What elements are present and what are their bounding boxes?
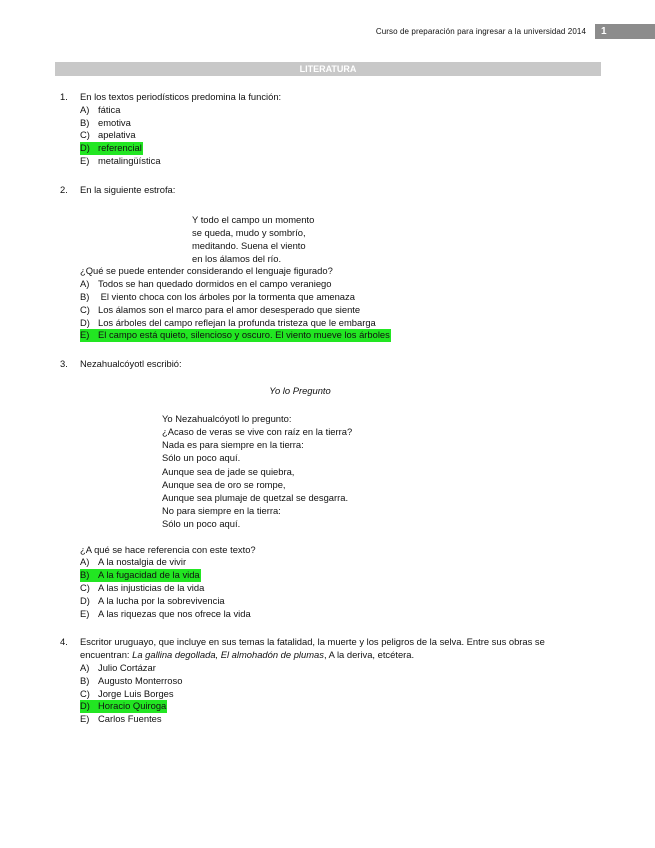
option-e: E) A las riquezas que nos ofrece la vida [80,607,251,619]
question-prompt: ¿Qué se puede entender considerando el lenguaje figurado? [80,265,333,277]
poem-stanza [192,213,600,266]
poem-line: Nada es para siempre en la tierra: [162,439,304,451]
question-1 [60,91,600,168]
option-b: B) emotiva [80,116,131,128]
question-prompt: ¿A qué se hace referencia con este texto? [80,543,256,555]
option-d: D) Los árboles del campo reflejan la profunda tristeza que le embarga [80,316,376,328]
option-a: A) A la nostalgia de vivir [80,556,187,568]
poem-line: No para siempre en la tierra: [162,505,281,517]
poem-line: Aunque sea de jade se quiebra, [162,465,295,477]
option-c: C) A las injusticias de la vida [80,581,205,593]
poem-line: Aunque sea plumaje de quetzal se desgarra. [162,491,349,503]
option-b-correct: B) A la fugacidad de la vida [80,569,200,581]
option-c: C) apelativa [80,129,136,141]
poem-line: Aunque sea de oro se rompe, [162,478,286,490]
option-e: E) Carlos Fuentes [80,713,162,725]
section-title: LITERATURA [55,62,601,76]
poem-line: se queda, mudo y sombrío, [192,226,306,238]
option-e: E) metalingüística [80,154,161,166]
question-number: 3. [60,358,68,370]
question-number: 1. [60,91,68,102]
question-text: Escritor uruguayo, que incluye en sus temas la fatalidad, la muerte y los peligros de la selva. Entre sus obras se encuentran: La gallina degollada, El almohadón de plumas, A la deriva, etcétera. [80,636,545,661]
page-header [376,24,655,39]
option-d-correct: D) Horacio Quiroga [80,700,167,712]
option-e-correct: E) El campo está quieto, silencioso y oscuro. El viento mueve los árboles [80,329,390,341]
question-2 [60,184,600,342]
question-number: 4. [60,636,68,648]
option-a: A) Julio Cortázar [80,661,156,673]
option-c: C) Los álamos son el marco para el amor desesperado que siente [80,303,361,315]
question-text: En los textos periodísticos predomina la función: [80,91,282,102]
poem-line: Yo Nezahualcóyotl lo pregunto: [162,412,292,424]
course-title: Curso de preparación para ingresar a la universidad 2014 [375,27,586,36]
option-c: C) Jorge Luis Borges [80,687,174,699]
option-d: D) A la lucha por la sobrevivencia [80,594,225,606]
option-b: B) Augusto Monterroso [80,674,183,686]
question-number: 2. [60,183,68,195]
poem-line: ¿Acaso de veras se vive con raíz en la tierra? [162,425,353,437]
poem-text [162,412,600,531]
poem-line: meditando. Suena el viento [192,239,306,251]
option-a: A) Todos se han quedado dormidos en el campo veraniego [80,278,332,290]
question-list [60,91,600,740]
option-a: A) fática [80,103,121,115]
poem-line: Sólo un poco aquí. [162,518,241,530]
option-b: B) El viento choca con los árboles por la tormenta que amenaza [80,290,355,302]
page-number: 1 [595,24,655,39]
question-text: Nezahualcóyotl escribió: [80,358,182,370]
option-d-correct: D) referencial [80,142,142,154]
poem-line: en los álamos del río. [192,253,282,265]
question-3 [60,358,600,620]
poem-title: Yo lo Pregunto [269,384,331,396]
poem-line: Y todo el campo un momento [192,213,315,225]
question-4 [60,636,600,726]
question-text: En la siguiente estrofa: [80,183,176,195]
poem-line: Sólo un poco aquí. [162,452,241,464]
